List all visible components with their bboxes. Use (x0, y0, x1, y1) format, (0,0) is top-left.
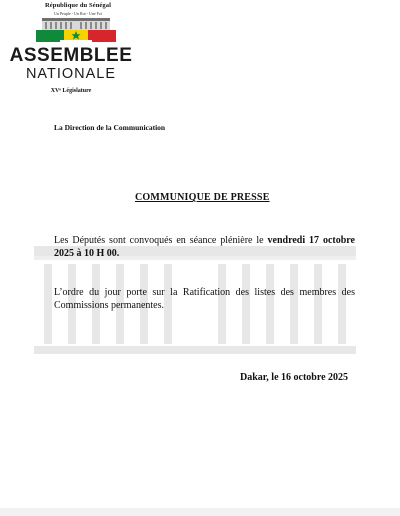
scan-bottom-edge (0, 508, 400, 516)
republic-label: République du Sénégal (44, 2, 112, 9)
agenda-paragraph: L’ordre du jour porte sur la Ratification des listes des membres des Commissions permanentes. (54, 287, 355, 311)
parliament-building-icon (36, 16, 116, 46)
legislature-label: XVᵉ Législature (50, 88, 92, 94)
motto-label: Un Peuple - Un But - Une Foi (53, 11, 103, 16)
session-datetime: vendredi 17 octobre 2025 à 10 H 00. (54, 235, 355, 259)
convocation-paragraph (54, 234, 355, 260)
convocation-text: Les Députés sont convoqués en séance plénière le (54, 235, 268, 246)
assembly-name-line2: NATIONALE (25, 66, 117, 82)
direction-label: La Direction de la Communication (54, 123, 166, 132)
press-release-title: COMMUNIQUE DE PRESSE (135, 192, 270, 203)
signature-date: Dakar, le 16 octobre 2025 (240, 372, 349, 383)
assembly-name-line1: ASSEMBLEE (9, 45, 133, 66)
assembly-logo-block (6, 2, 136, 98)
